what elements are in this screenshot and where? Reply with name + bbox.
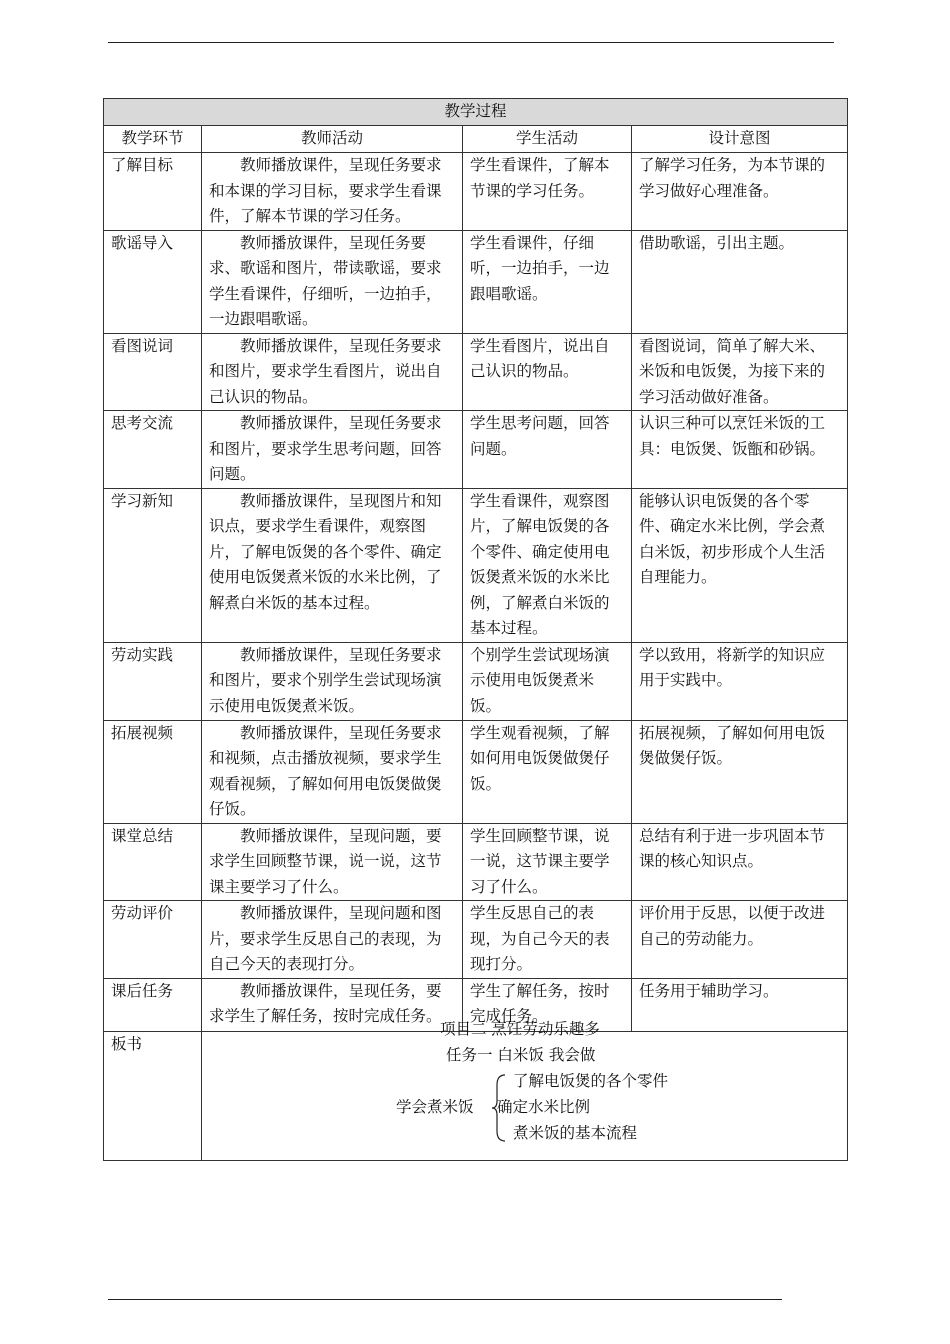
header-design-intent: 设计意图 (632, 126, 848, 153)
student-activity-cell: 学生看课件，仔细听，一边拍手，一边跟唱歌谣。 (463, 230, 632, 333)
teacher-activity-cell: 教师播放课件，呈现任务要求和图片，要求学生看图片，说出自己认识的物品。 (202, 333, 463, 411)
design-intent-cell: 总结有利于进一步巩固本节课的核心知识点。 (632, 823, 848, 901)
stage-cell: 看图说词 (104, 333, 202, 411)
design-intent-cell: 看图说词，简单了解大米、米饭和电饭煲，为接下来的学习活动做好准备。 (632, 333, 848, 411)
footer-rule (108, 1299, 782, 1300)
teacher-activity-cell: 教师播放课件，呈现问题，要求学生回顾整节课，说一说，这节课主要学习了什么。 (202, 823, 463, 901)
teacher-activity-cell: 教师播放课件，呈现任务，要求学生了解任务，按时完成任务。 (202, 978, 463, 1031)
table-row (104, 488, 848, 642)
board-branch-1: 了解电饭煲的各个零件 (513, 1072, 669, 1090)
board-branch-2: 确定水米比例 (497, 1098, 591, 1116)
board-root-node: 学会煮米饭 (396, 1098, 474, 1116)
stage-cell: 劳动实践 (104, 642, 202, 720)
board-task-title: 任务一 白米饭 我会做 (446, 1046, 596, 1064)
board-project-title: 项目二 烹饪劳动乐趣多 (440, 1020, 600, 1038)
table-row (104, 333, 848, 411)
stage-cell: 思考交流 (104, 411, 202, 489)
stage-cell: 课后任务 (104, 978, 202, 1031)
table-row (104, 411, 848, 489)
student-activity-cell: 学生看图片，说出自己认识的物品。 (463, 333, 632, 411)
teacher-activity-cell: 教师播放课件，呈现图片和知识点，要求学生看课件，观察图片，了解电饭煲的各个零件、确定使用电饭煲煮米饭的水米比例，了解煮白米饭的基本过程。 (202, 488, 463, 642)
teacher-activity-cell: 教师播放课件，呈现任务要求和视频，点击播放视频，要求学生观看视频，了解如何用电饭煲做煲仔饭。 (202, 720, 463, 823)
teacher-activity-cell: 教师播放课件，呈现任务要求和本课的学习目标，要求学生看课件，了解本节课的学习任务。 (202, 153, 463, 231)
design-intent-cell: 借助歌谣，引出主题。 (632, 230, 848, 333)
stage-cell: 歌谣导入 (104, 230, 202, 333)
stage-cell: 课堂总结 (104, 823, 202, 901)
design-intent-cell: 认识三种可以烹饪米饭的工具：电饭煲、饭甑和砂锅。 (632, 411, 848, 489)
student-activity-cell: 学生看课件，了解本节课的学习任务。 (463, 153, 632, 231)
stage-cell: 劳动评价 (104, 901, 202, 979)
stage-cell: 学习新知 (104, 488, 202, 642)
design-intent-cell: 拓展视频，了解如何用电饭煲做煲仔饭。 (632, 720, 848, 823)
stage-cell: 了解目标 (104, 153, 202, 231)
header-rule (108, 42, 834, 43)
header-stage: 教学环节 (104, 126, 202, 153)
header-teacher-activity: 教师活动 (202, 126, 463, 153)
design-intent-cell: 任务用于辅助学习。 (632, 978, 848, 1031)
student-activity-cell: 学生了解任务，按时完成任务。 (463, 978, 632, 1031)
teacher-activity-cell: 教师播放课件，呈现任务要求、歌谣和图片，带读歌谣，要求学生看课件，仔细听，一边拍手，一边跟唱歌谣。 (202, 230, 463, 333)
table-row (104, 153, 848, 231)
teaching-process-table (103, 98, 848, 1161)
teacher-activity-cell: 教师播放课件，呈现任务要求和图片，要求学生思考问题，回答问题。 (202, 411, 463, 489)
table-row (104, 642, 848, 720)
student-activity-cell: 学生思考问题，回答问题。 (463, 411, 632, 489)
design-intent-cell: 能够认识电饭煲的各个零件、确定水米比例，学会煮白米饭，初步形成个人生活自理能力。 (632, 488, 848, 642)
student-activity-cell: 学生观看视频，了解如何用电饭煲做煲仔饭。 (463, 720, 632, 823)
table-title: 教学过程 (104, 99, 848, 126)
design-intent-cell: 学以致用，将新学的知识应用于实践中。 (632, 642, 848, 720)
student-activity-cell: 学生回顾整节课，说一说，这节课主要学习了什么。 (463, 823, 632, 901)
header-student-activity: 学生活动 (463, 126, 632, 153)
design-intent-cell: 评价用于反思，以便于改进自己的劳动能力。 (632, 901, 848, 979)
table-row (104, 901, 848, 979)
student-activity-cell: 学生反思自己的表现，为自己今天的表现打分。 (463, 901, 632, 979)
student-activity-cell: 学生看课件，观察图片，了解电饭煲的各个零件、确定使用电饭煲煮米饭的水米比例，了解煮白米饭的基本过程。 (463, 488, 632, 642)
board-branch-3: 煮米饭的基本流程 (513, 1124, 638, 1142)
teacher-activity-cell: 教师播放课件，呈现问题和图片，要求学生反思自己的表现，为自己今天的表现打分。 (202, 901, 463, 979)
student-activity-cell: 个别学生尝试现场演示使用电饭煲煮米饭。 (463, 642, 632, 720)
teacher-activity-cell: 教师播放课件，呈现任务要求和图片，要求个别学生尝试现场演示使用电饭煲煮米饭。 (202, 642, 463, 720)
table-row (104, 720, 848, 823)
stage-cell: 拓展视频 (104, 720, 202, 823)
design-intent-cell: 了解学习任务，为本节课的学习做好心理准备。 (632, 153, 848, 231)
table-row (104, 230, 848, 333)
table-row (104, 823, 848, 901)
board-label: 板书 (104, 1031, 202, 1160)
